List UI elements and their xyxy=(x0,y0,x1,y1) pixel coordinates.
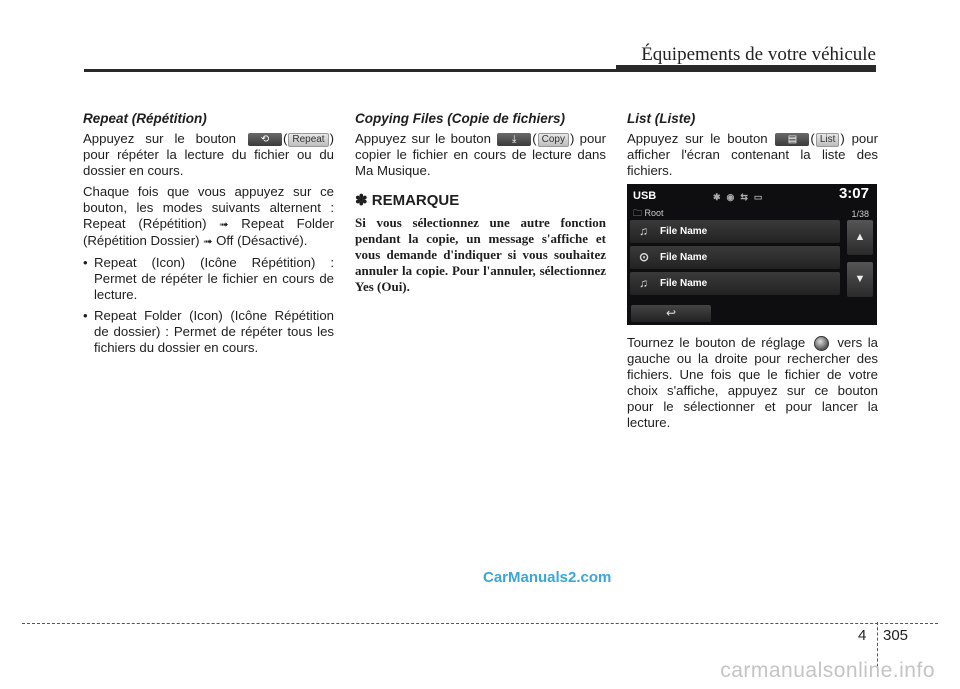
copy-label-button[interactable]: Copy xyxy=(538,133,569,147)
repeat-paragraph-1: Appuyez sur le bouton ⟲ ( Repeat ) pour répéter la lecture du fichier ou du dossier en cours. xyxy=(83,131,334,178)
triangle-up-icon: ▲ xyxy=(854,231,866,243)
watermark[interactable]: CarManuals2.com xyxy=(483,569,612,586)
file-row[interactable] xyxy=(630,220,840,243)
page-number: 305 xyxy=(883,627,909,644)
copy-p1-before: Appuyez sur le bouton xyxy=(355,131,491,146)
chapter-number: 4 xyxy=(858,627,867,644)
triangle-down-icon: ▼ xyxy=(854,273,866,285)
screen-clock: 3:07 xyxy=(838,185,869,202)
copy-icon-button[interactable] xyxy=(497,133,531,146)
list-icon: ▤ xyxy=(787,134,798,146)
note-title: ✽ REMARQUE xyxy=(355,192,460,209)
header-title: Équipements de votre véhicule xyxy=(641,44,876,65)
repeat-paragraph-2 xyxy=(83,184,334,250)
download-icon: ⤓ xyxy=(511,134,517,146)
list-p2-after: vers la gauche ou la droite pour rechercher des fichiers. Une fois que le fichier de votre choix s'affiche, appuyez sur ce bouton pour le sélectionner et pour lancer la lecture. xyxy=(627,335,879,431)
file-name: File Name xyxy=(660,252,708,263)
status-icons: ✱◉⇆▭ xyxy=(713,192,769,202)
file-name: File Name xyxy=(660,278,708,289)
list-title: List (Liste) xyxy=(627,111,696,126)
back-button[interactable] xyxy=(631,305,711,322)
folder-name: Root xyxy=(644,208,664,218)
play-circle-icon: ⊙ xyxy=(639,250,650,264)
repeat-mode-off: Off (Désactivé). xyxy=(216,233,308,248)
list-p1-before: Appuyez sur le bouton xyxy=(627,131,768,146)
list-paragraph-2 xyxy=(627,335,878,431)
file-name: File Name xyxy=(660,226,708,237)
brand-watermark[interactable]: carmanualsonline.info xyxy=(720,659,935,682)
copy-section xyxy=(355,111,606,295)
repeat-section xyxy=(83,111,334,361)
list-p1-after: pour afficher l'écran contenant la liste des fichiers. xyxy=(627,131,878,178)
music-note-icon: ♫ xyxy=(639,224,648,238)
list-label-button[interactable]: List xyxy=(816,133,840,147)
arrow-right-icon: ➟ xyxy=(203,236,213,248)
copy-paragraph-1: Appuyez sur le bouton ⤓ ( Copy ) pour copier le fichier en cours de lecture dans Ma Musique. xyxy=(355,131,607,178)
scroll-down-button[interactable] xyxy=(847,262,873,297)
note-body: Si vous sélectionnez une autre fonction pendant la copie, un message s'affiche et vous demande d'indiquer si vous souhaitez annuler la copie. Pour l'annuler, sélectionnez Yes (Oui). xyxy=(355,215,606,294)
list-p2-before: Tournez le bouton de réglage xyxy=(627,335,806,350)
list-icon-button[interactable] xyxy=(775,133,809,146)
repeat-p1-before: Appuyez sur le bouton xyxy=(83,131,237,146)
header-rule-block xyxy=(616,65,876,72)
repeat-label-button[interactable]: Repeat xyxy=(288,133,328,147)
tune-knob-icon xyxy=(814,336,829,351)
list-item: • Repeat Folder (Icon) (Icône Répétition de dossier) : Permet de répéter tous les fichiers du dossier en cours. xyxy=(83,308,334,356)
copy-p1-after: pour copier le fichier en cours de lecture dans Ma Musique. xyxy=(355,131,607,178)
back-arrow-icon: ↩ xyxy=(665,306,677,320)
repeat-icon: ⟲ xyxy=(260,134,270,146)
scroll-up-button[interactable] xyxy=(847,220,873,255)
music-note-icon: ♫ xyxy=(639,276,648,290)
arrow-right-icon: ➟ xyxy=(219,219,229,231)
repeat-mode-folder: Repeat Folder (Répétition Dossier) xyxy=(83,216,334,248)
repeat-p1-after: pour répéter la lecture du fichier ou du dossier en cours. xyxy=(83,147,334,178)
repeat-p2-text: Chaque fois que vous appuyez sur ce bouton, les modes suivants alternent : Repeat (Répétition) xyxy=(83,184,334,231)
repeat-bullets xyxy=(83,255,334,356)
screen-header xyxy=(633,185,871,204)
file-row[interactable] xyxy=(630,246,840,269)
list-item: • Repeat (Icon) (Icône Répétition) : Permet de répéter le fichier en cours de lecture. xyxy=(83,255,334,303)
list-paragraph-1: Appuyez sur le bouton ▤ ( List ) pour afficher l'écran contenant la liste des fichiers. xyxy=(627,131,878,178)
copy-title: Copying Files (Copie de fichiers) xyxy=(355,111,566,126)
footer-rule xyxy=(22,623,938,624)
folder-icon: 🗀 xyxy=(633,208,643,218)
folder-path xyxy=(633,205,664,221)
page-indicator: 1/38 xyxy=(851,209,869,219)
usb-list-screen xyxy=(627,184,877,325)
repeat-icon-button[interactable] xyxy=(248,133,282,146)
repeat-title: Repeat (Répétition) xyxy=(83,111,207,126)
screen-source: USB xyxy=(633,190,657,202)
file-row[interactable] xyxy=(630,272,840,295)
list-section xyxy=(627,111,878,436)
